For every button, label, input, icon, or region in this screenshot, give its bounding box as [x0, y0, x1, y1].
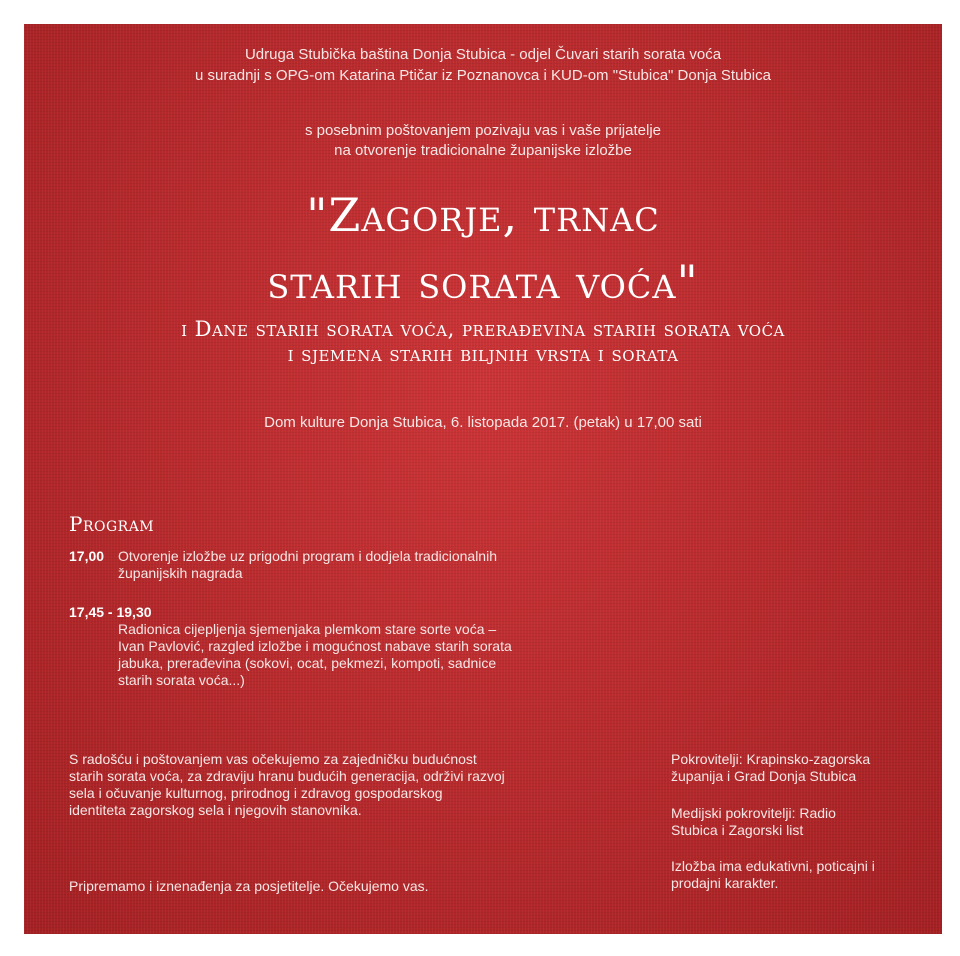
- program-item-1-line: Otvorenje izložbe uz prigodni program i dodjela tradicionalnih: [118, 548, 497, 564]
- program-heading: Program: [69, 512, 155, 536]
- event-title-line-2: starih sorata voća": [267, 255, 699, 309]
- program-item-1-line: županijskih nagrada: [118, 565, 243, 581]
- media-patrons-line: Medijski pokrovitelji: Radio: [671, 805, 836, 821]
- patrons-line: županija i Grad Donja Stubica: [671, 768, 857, 784]
- closing-line: sela i očuvanje kulturnog, prirodnog i zdravog gospodarskog: [69, 785, 443, 801]
- invitation-poster: [24, 24, 942, 934]
- program-item-2-line: starih sorata voća...): [118, 672, 245, 688]
- closing-paragraph: [69, 751, 505, 819]
- event-subtitle-line-1: i Dane starih sorata voća, prerađevina starih sorata voća: [181, 317, 785, 341]
- exhibition-character-line: prodajni karakter.: [671, 875, 779, 891]
- event-subtitle-line-2: i sjemena starih biljnih vrsta i sorata: [287, 342, 679, 366]
- invitation-line-1: s posebnim poštovanjem pozivaju vas i vaše prijatelje: [304, 122, 661, 139]
- program-time-1: 17,00: [69, 548, 105, 564]
- surprise-note: Pripremamo i iznenađenja za posjetitelje. Očekujemo vas.: [69, 878, 429, 894]
- event-title-line-1: "Zagorje, trnac: [306, 188, 660, 242]
- media-patrons: [671, 805, 836, 839]
- organizer-line-1: Udruga Stubička baština Donja Stubica - odjel Čuvari starih sorata voća: [244, 46, 722, 63]
- closing-line: identiteta zagorskog sela i njegovih stanovnika.: [69, 802, 362, 818]
- patrons: [671, 751, 870, 785]
- organizer-line-2: u suradnji s OPG-om Katarina Ptičar iz Poznanovca i KUD-om "Stubica" Donja Stubica: [195, 67, 771, 84]
- program-time-2: 17,45 - 19,30: [69, 604, 152, 620]
- venue-date-time: Dom kulture Donja Stubica, 6. listopada 2017. (petak) u 17,00 sati: [264, 414, 702, 431]
- program-item-2-line: Ivan Pavlović, razgled izložbe i mogućnost nabave starih sorata: [118, 638, 512, 654]
- program-item-2-line: jabuka, prerađevina (sokovi, ocat, pekmezi, kompoti, sadnice: [118, 655, 497, 671]
- program-item-1: [118, 548, 497, 582]
- invitation-line-2: na otvorenje tradicionalne županijske izložbe: [334, 142, 632, 159]
- exhibition-character-line: Izložba ima edukativni, poticajni i: [671, 858, 875, 874]
- program-item-2: [118, 621, 512, 689]
- patrons-line: Pokrovitelji: Krapinsko-zagorska: [671, 751, 871, 767]
- closing-line: starih sorata voća, za zdraviju hranu budućih generacija, održivi razvoj: [69, 768, 505, 784]
- exhibition-character: [671, 858, 875, 892]
- closing-line: S radošću i poštovanjem vas očekujemo za zajedničku budućnost: [69, 751, 477, 767]
- media-patrons-line: Stubica i Zagorski list: [671, 822, 804, 838]
- program-item-2-line: Radionica cijepljenja sjemenjaka plemkom stare sorte voća –: [118, 621, 497, 637]
